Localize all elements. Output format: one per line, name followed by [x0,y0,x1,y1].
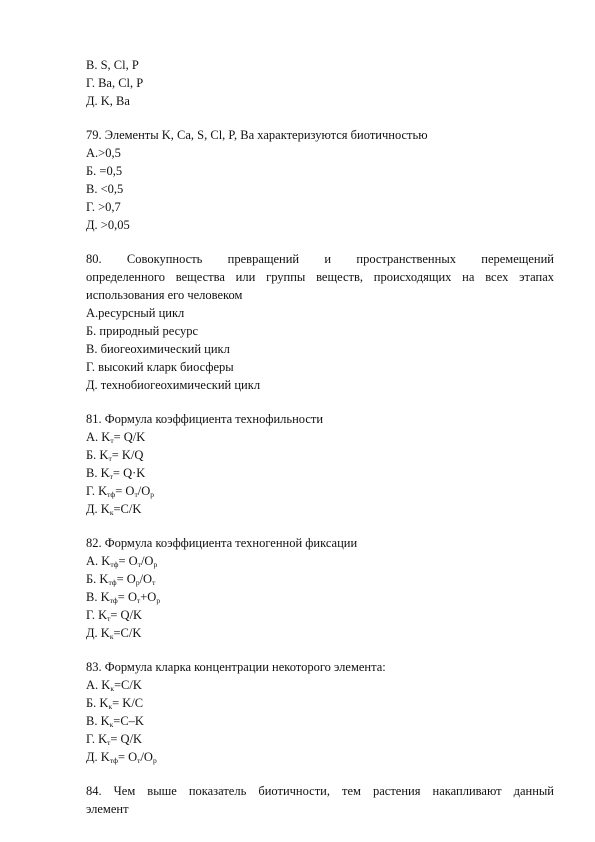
option-d: Д. технобиогеохимический цикл [86,378,261,392]
subscript: р [152,756,157,765]
document-page [86,56,554,818]
option-v: В. $K_к=C-K$ [86,714,144,729]
option-v: В. биогеохимический цикл [86,342,230,356]
option-d: Д. K, Ba [86,94,130,108]
question-text: 81. Формула коэффициента технофильности [86,412,324,426]
subscript: тф [107,490,116,499]
question-83 [86,658,554,766]
option-v: В. S, Cl, P [86,58,139,72]
option-d: Д. >0,05 [86,218,130,232]
subscript: тф [109,596,118,605]
question-text-line3: использования его человеком [86,288,243,302]
subscript: т [137,756,141,765]
option-g: Г. $K_{тф}= O_т/O_р$ [86,484,154,499]
subscript: т [136,596,141,605]
option-b: Б. $K_{тф}= O_р/O_т$ [86,572,156,587]
question-80 [86,250,554,394]
option-v: В. $K_т= Q\cdot K$ [86,466,146,481]
question-text: 83. Формула кларка концентрации некоторого элемента: [86,660,386,674]
question-81 [86,410,554,518]
subscript: р [135,578,140,587]
subscript: р [156,596,161,605]
question-text: 82. Формула коэффициента техногенной фиксации [86,536,358,550]
subscript: тф [109,756,118,765]
question-text-line2: элемент [86,802,129,816]
subscript: т [109,472,113,481]
question-text: 79. Элементы K, Ca, S, Cl, P, Ba характеризуются биотичностью [86,128,428,142]
question-text-line1: 84. Чем выше показатель биотичности, тем растения накапливают данный [86,784,554,798]
question-82 [86,534,554,642]
option-g: Г. высокий кларк биосферы [86,360,234,374]
option-g: Г. $K_т= Q/K$ [86,608,143,623]
subscript: т [152,578,156,587]
subscript: к [109,720,114,729]
subscript: к [110,684,114,693]
subscript: т [134,490,138,499]
subscript: к [109,632,114,641]
option-a: А.>0,5 [86,146,121,160]
option-v: В. <0,5 [86,182,124,196]
subscript: к [109,508,114,517]
option-a: А. $K_т= Q/K$ [86,430,146,445]
subscript: тф [110,560,119,569]
subscript: тф [108,578,117,587]
question-text-line1: 80. Совокупность превращений и пространственных перемещений [86,252,554,266]
option-b: Б. $K_т= K/Q$ [86,448,144,463]
option-a: А. $K_к=C/K$ [86,678,142,693]
option-d: Д. $K_{тф}= O_т/O_р$ [86,750,157,765]
option-b: Б. =0,5 [86,164,123,178]
option-g: Г. >0,7 [86,200,121,214]
option-b: Б. природный ресурс [86,324,198,338]
option-b: Б. $K_к= K/C$ [86,696,144,711]
option-d: Д. $K_к=C/K$ [86,502,142,517]
option-a: А.ресурсный цикл [86,306,185,320]
question-79 [86,126,554,234]
option-g: Г. Ba, Cl, P [86,76,144,90]
subscript: т [108,454,112,463]
subscript: р [153,560,158,569]
prev-question-options [86,56,554,110]
subscript: т [107,614,111,623]
subscript: т [110,436,114,445]
subscript: т [107,738,111,747]
option-g: Г. $K_т= Q/K$ [86,732,143,747]
subscript: т [137,560,141,569]
subscript: р [150,490,154,499]
option-v: В. $K_{тф}= O_т+O_р$ [86,590,161,605]
option-d: Д. $K_к=C/K$ [86,626,142,641]
question-text-line2: определенного вещества или группы веществ, происходящих на всех этапах [86,270,554,284]
option-a: А. $K_{тф}= O_т/O_р$ [86,554,158,569]
subscript: к [108,702,113,711]
question-84 [86,782,554,818]
